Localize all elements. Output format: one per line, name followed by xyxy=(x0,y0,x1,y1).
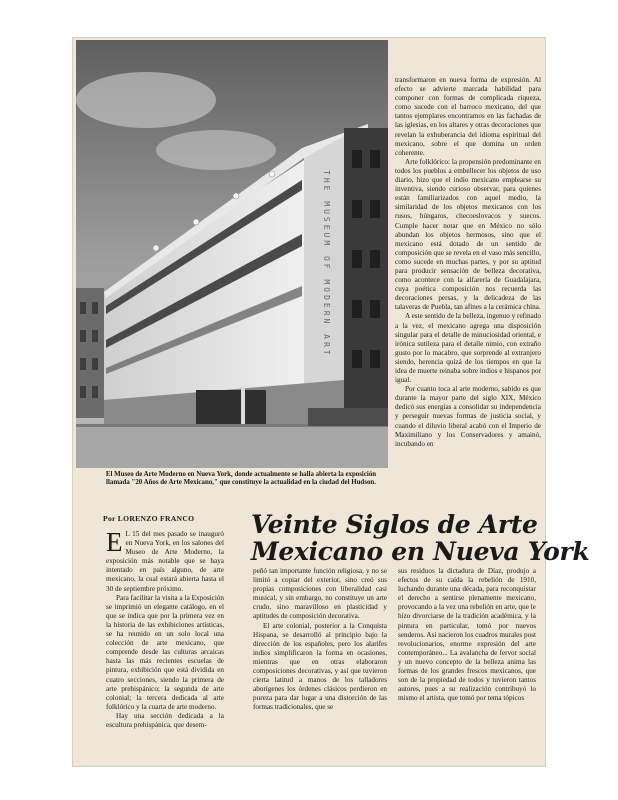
paragraph: Hay una sección dedicada a la escultura prehispánica, que desem- xyxy=(106,711,224,729)
right-column-text xyxy=(395,76,541,449)
magazine-page xyxy=(73,38,590,766)
paragraph: peñó tan importante función religiosa, y no se limitó a copiar del exterior, sino creó sus propias composiciones con liberalidad casi musical, y sin embargo, no constituye un arte crudo, sino maravilloso en plasticidad y aptitudes de composición decorativa. xyxy=(253,567,387,621)
svg-text:THE MUSEUM OF MODERN ART: THE MUSEUM OF MODERN ART xyxy=(322,170,331,358)
column-2-text xyxy=(253,567,387,713)
byline: Por LORENZO FRANCO xyxy=(103,514,195,523)
paragraph: El arte colonial, posterior a la Conquista Hispana, se desarrolló al principio bajo la dirección de los españoles, pero los alarifes indios simplificaron la forma en ocasiones, mientras que en otras elaboraron composiciones decorativas, y así que tuvieron cierta latitud a manos de los talladores aborígenes los órdenes clásicos perdieron en pureza para dar lugar a una distorción de las formas tradicionales, que se xyxy=(253,621,387,712)
paragraph xyxy=(106,527,224,594)
paragraph: transformaron en nueva forma de expresión. Al efecto se advierte marcada habilidad para componer con formas de complicada riqueza, como sucede con el barroco mexicano, del que tantos ejemplares encontramos en las fachadas de las iglesias, en los altares y otras decoraciones que revelan la exhuberancia del idioma espiritual del mexicano, sobre el que domina un orden coherente. xyxy=(395,76,541,157)
paragraph: sus residuos la dictadura de Díaz, produjo a efectos de su caída la rebelión de 1910, luchando durante una década, para reconquistar el derecho a sentirse plenamente mexicano, provocando a la vez una rebelión en arte, que le hizo divorciarse de la tradición académica, y la pintura en particular, tomó por nuevos senderos. Así nacieron los cuadros murales post revolucionarios, enorme expresión del arte contemporáneo... La avalancha de fervor social y un nuevo concepto de la belleza anima las formas de los grandes frescos mexicanos, que son de la propiedad de todos y tuvieron tantos autores, pues a su realización contribuyó lo mismo el artista, que tomó por tema tópicos xyxy=(398,567,536,703)
column-3-text xyxy=(398,567,536,703)
photo-caption: El Museo de Arte Moderno en Nueva York, donde actualmente se halla abierta la exposición llamada "20 Años de Arte Mexicano," que constituye la actualidad en la ciudad del Hudson. xyxy=(105,471,377,487)
drop-cap: E xyxy=(106,527,123,557)
column-1-text xyxy=(106,527,224,730)
paragraph: Por cuanto toca al arte moderno, sabido es que durante la mayor parte del siglo XIX, México dedicó sus energías a consolidar su independencia y perseguir nuevas formas de justicia social, y cuando el diluvio liberal acabó con el Imperio de Maximiliano y los Conservadores y amainó, incubando en xyxy=(395,385,541,448)
paragraph: Arte folklórico: la propensión predominante en todos los pueblos a embellecer los objetos de uso diario, hizo que el indio mexicano emplearse su inventiva, siendo curioso observar, para quienes están familiarizados con aquel medio, la similaridad de los objetos mexicanos con los rusos, húngaros, checoeslovacos y suecos. Cumple hacer notar que en México no sólo abundan los objetos hermosos, sino que el mexicano está dotado de un sentido de composición que se revela en el vaso más sencillo, como sucede en muchas partes, y por su aptitud para producir sensación de belleza decorativa, como acontece con la alfarería de Guadalajara, cuya poética composición nos recuerda las decoraciones persas, y la delicadeza de las talaveras de Puebla, tan afines a la cerámica china. xyxy=(395,157,541,312)
paragraph: A este sentido de la belleza, ingenuo y refinado a la vez, el mexicano agrega una disposición singular para el detalle de minuciosidad oriental, e irónica sutileza para el detalle nimio, con extraño gusto por lo macabro, que sorprende al extranjero siendo, herencia quizá de los tiempos en que la idea de muerte reinaba sobre indios e hispanos por igual. xyxy=(395,312,541,385)
paragraph-text: L 15 del mes pasado se inauguró en Nueva York, en los salones del Museo de Arte Moderno, la exposición más notable que se haya intentado en país alguno, de arte mexicano, la cual estará abierta hasta el 30 de septiembre próximo. xyxy=(106,530,224,593)
facade-lettering xyxy=(322,170,331,358)
title-line-1: Veinte Siglos de Arte xyxy=(251,510,538,539)
title-line-2: Mexicano en Nueva York xyxy=(251,537,590,566)
museum-photo xyxy=(76,40,388,468)
article-title xyxy=(251,510,590,566)
museum-building-illustration xyxy=(76,40,388,468)
paragraph: Para facilitar la visita a la Exposición se imprimió un elegante catálogo, en el que se indica que por la primera vez en la historia de las exhibiciones artísticas, se ha reunido en un solo local una colección de arte mexicano, que comprende desde las culturas arcaicas hasta las más recientes escuelas de pintura, exhibición que está dividida en cuatro secciones, siendo la primera de arte prehispánico; la segunda de arte colonial; la tercera dedicada al arte folklórico y la cuarta de arte moderno. xyxy=(106,593,224,711)
